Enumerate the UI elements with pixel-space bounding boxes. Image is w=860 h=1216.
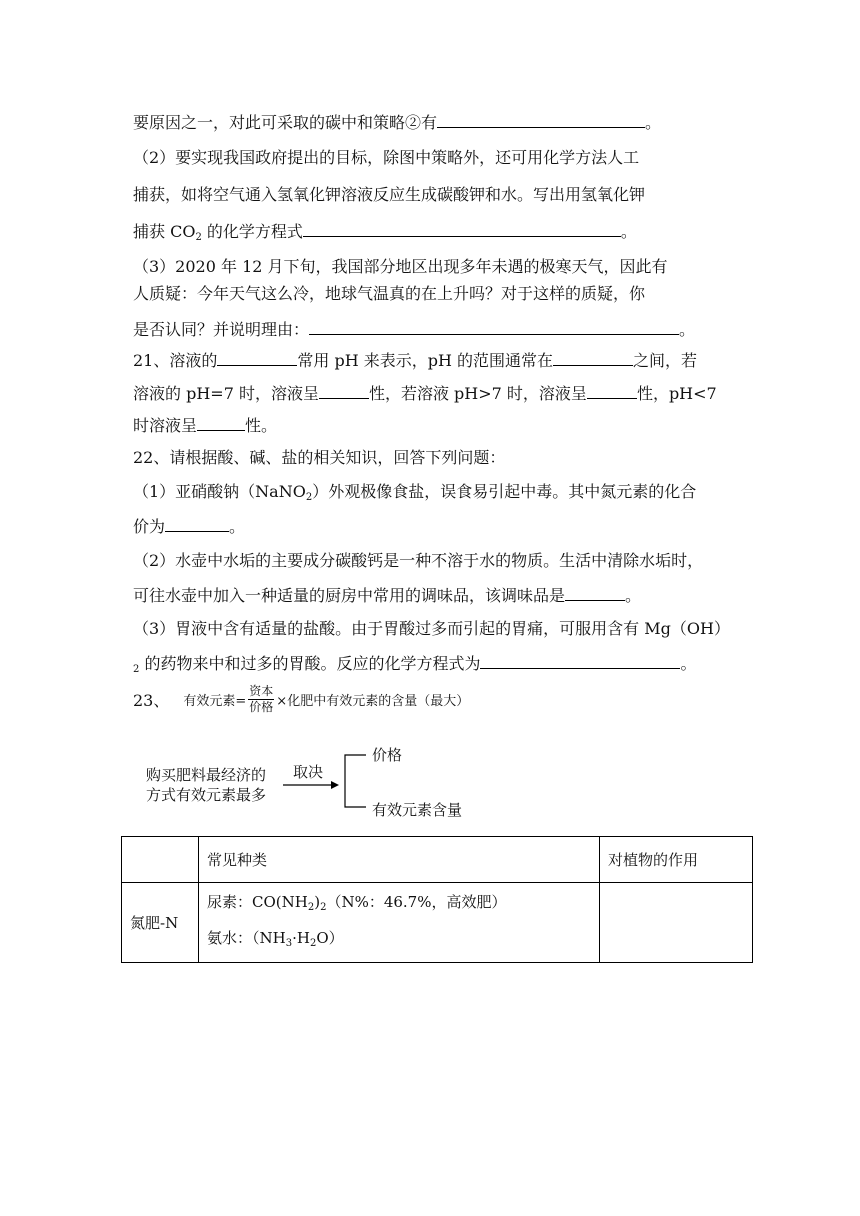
text: 的化学方程式 (201, 222, 303, 241)
text: （N%：46.7%，高效肥） (326, 892, 507, 911)
text: 溶液的 pH=7 时，溶液呈 (133, 384, 319, 403)
text: （3）胃液中含有适量的盐酸。由于胃酸过多而引起的胃痛，可服用含有 Mg（OH） (133, 619, 730, 638)
text: （3）2020 年 12 月下旬，我国部分地区出现多年未遇的极寒天气，因此有 (133, 257, 668, 276)
formula-rhs: ×化肥中有效元素的含量（最大） (276, 694, 470, 709)
text: 尿素：CO(NH (207, 892, 308, 911)
text: 的药物来中和过多的胃酸。反应的化学方程式为 (139, 654, 481, 673)
text: 氨水：（NH (207, 928, 286, 947)
text: 。 (620, 222, 637, 241)
text: 21、溶液的 (133, 351, 218, 370)
row-label: 氮肥-N (122, 883, 199, 963)
diagram-left-line2: 方式有效元素最多 (146, 786, 267, 804)
subscript: 2 (195, 232, 202, 243)
table-header-cell: 对植物的作用 (600, 837, 753, 883)
urea-line (207, 887, 591, 923)
text: 人质疑：今年天气这么冷，地球气温真的在上升吗？对于这样的质疑，你 (133, 284, 646, 303)
text: 捕获，如将空气通入氢氧化钾溶液反应生成碳酸钾和水。写出用氢氧化钾 (133, 185, 646, 204)
arrow-head (331, 781, 339, 789)
text: （2）要实现我国政府提出的目标，除图中策略外，还可用化学方法人工 (133, 148, 640, 167)
question-number: 23、 (133, 691, 170, 710)
text: 性，pH<7 (636, 384, 717, 403)
text: （1）亚硝酸钠（NaNO (133, 482, 306, 501)
text: 性。 (245, 416, 278, 435)
text: 常用 pH 来表示，pH 的范围通常在 (297, 351, 554, 370)
text: 。 (625, 586, 642, 605)
subscript: 2 (320, 901, 327, 913)
text: 。 (229, 517, 246, 536)
diagram-branch-top: 价格 (372, 746, 403, 764)
diagram-branch-bottom: 有效元素含量 (372, 801, 463, 819)
text: ）外观极像食盐，误食易引起中毒。其中氮元素的化合 (312, 482, 697, 501)
types-cell (199, 883, 600, 963)
text: 。 (679, 320, 696, 339)
text: 是否认同？并说明理由： (133, 320, 310, 339)
subscript: 2 (309, 937, 317, 949)
text: 要原因之一，对此可采取的碳中和策略②有 (133, 113, 438, 132)
fraction-numerator: 资本 (249, 684, 274, 698)
text: （2）水壶中水垢的主要成分碳酸钙是一种不溶于水的物质。生活中清除水垢时， (133, 551, 704, 570)
table-row (122, 883, 753, 963)
text: 。 (645, 113, 662, 132)
effect-cell[interactable] (600, 883, 753, 963)
formula-lhs: 有效元素= (183, 694, 247, 709)
text: 捕获 CO (133, 222, 196, 241)
text: 之间，若 (633, 351, 698, 370)
text: 。 (680, 654, 697, 673)
fertilizer-table (121, 836, 753, 963)
text: 可往水壶中加入一种适量的厨房中常用的调味品，该调味品是 (133, 586, 566, 605)
question-title: 22、请根据酸、碱、盐的相关知识，回答下列问题： (133, 448, 506, 467)
table-header-cell: 常见种类 (199, 837, 600, 883)
subscript: 2 (305, 492, 313, 503)
bracket (345, 755, 366, 807)
text: ) (314, 892, 321, 911)
table-header-cell (122, 837, 199, 883)
text: 时溶液呈 (133, 416, 198, 435)
text: O） (316, 928, 344, 947)
subscript: 2 (307, 901, 315, 913)
ammonia-line (207, 923, 591, 959)
subscript: 3 (285, 937, 293, 949)
text: 价为 (133, 517, 166, 536)
subscript: 2 (133, 664, 140, 675)
fraction-denominator: 价格 (249, 700, 274, 714)
text: 性，若溶液 pH>7 时，溶液呈 (368, 384, 587, 403)
text: ·H (292, 928, 310, 947)
diagram-arrow-label: 取决 (293, 763, 324, 781)
diagram-left-line1: 购买肥料最经济的 (146, 766, 267, 784)
table-header-row (122, 837, 753, 883)
